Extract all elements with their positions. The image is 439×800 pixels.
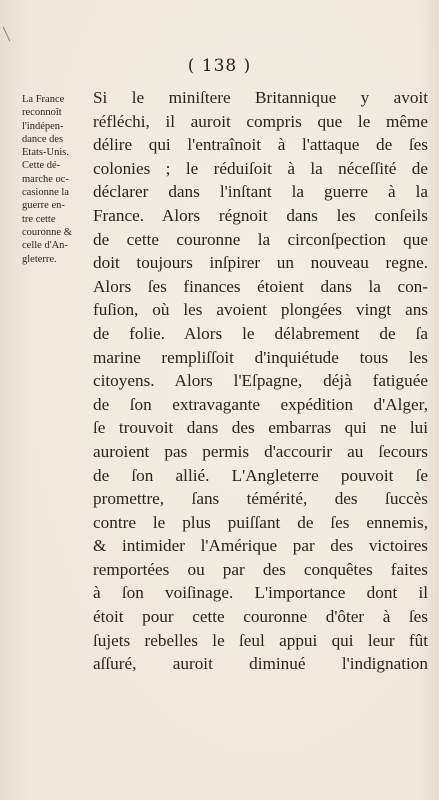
text-line: auroient pas permis d'accourir au ſecours: [93, 441, 428, 461]
margin-note: [22, 93, 90, 266]
text-line: ſe trouvoit dans des embarras qui ne lui: [93, 418, 428, 438]
text-line: étoit pour cette couronne d'ôter à ſes: [93, 607, 428, 627]
text-line: déclarer dans l'inſtant la guerre à la: [93, 182, 428, 202]
margin-note-line: marche oc-: [22, 173, 69, 185]
text-line: de ſon allié. L'Angleterre pouvoit ſe: [93, 465, 428, 485]
text-line: délire qui l'entraînoit à l'attaque de ſes: [93, 135, 428, 155]
text-line: contre le plus puiſſant de ſes ennemis,: [93, 512, 428, 532]
text-line: de ſon extravagante expédition d'Alger,: [93, 394, 428, 414]
margin-note-line: La France: [22, 94, 65, 105]
text-line: doit toujours inſpirer un nouveau regne.: [93, 253, 428, 273]
margin-note-line: Etats-Unis.: [22, 147, 69, 159]
margin-note-line: celle d'An-: [22, 240, 68, 252]
text-line: & intimider l'Amérique par des victoires: [93, 536, 428, 556]
body-text: [93, 86, 428, 676]
text-line: aſſuré, auroit diminué l'indignation: [93, 654, 428, 674]
margin-note-line: Cette dé-: [22, 160, 61, 172]
page-number: ( 138 ): [187, 56, 252, 76]
text-line: marine rempliſſoit d'inquiétude tous les: [93, 347, 428, 367]
text-line: ſujets rebelles le ſeul appui qui leur fût: [93, 630, 428, 650]
text-line: Si le miniſtere Britannique y avoit: [93, 88, 428, 107]
margin-note-line: l'indépen-: [22, 120, 64, 132]
text-line: fuſion, où les avoient plongées vingt ans: [93, 300, 428, 320]
text-line: de folie. Alors le délabrement de ſa: [93, 323, 428, 343]
margin-note-line: gleterre.: [22, 253, 57, 265]
text-line: France. Alors régnoit dans les conſeils: [93, 205, 428, 225]
text-line: remportées ou par des conquêtes faites: [93, 559, 428, 579]
text-line: à ſon voiſinage. L'importance dont il: [93, 583, 428, 603]
corner-mark: [3, 27, 11, 42]
margin-note-line: couronne &: [22, 226, 72, 238]
text-line: colonies ; le réduiſoit à la néceſſité de: [93, 158, 428, 178]
margin-note-line: tre cette: [22, 213, 56, 225]
margin-note-line: dance des: [22, 133, 64, 145]
text-line: réfléchi, il auroit compris que le même: [93, 111, 428, 131]
margin-note-line: casionne la: [22, 187, 69, 199]
text-line: promettre, ſans témérité, des ſuccès: [93, 489, 428, 509]
text-line: de cette couronne la circonſpection que: [93, 229, 428, 249]
margin-note-line: reconnoît: [22, 107, 62, 119]
text-line: Alors ſes finances étoient dans la con-: [93, 276, 428, 296]
margin-note-line: guerre en-: [22, 200, 65, 212]
text-line: citoyens. Alors l'Eſpagne, déjà fatiguée: [93, 371, 428, 391]
